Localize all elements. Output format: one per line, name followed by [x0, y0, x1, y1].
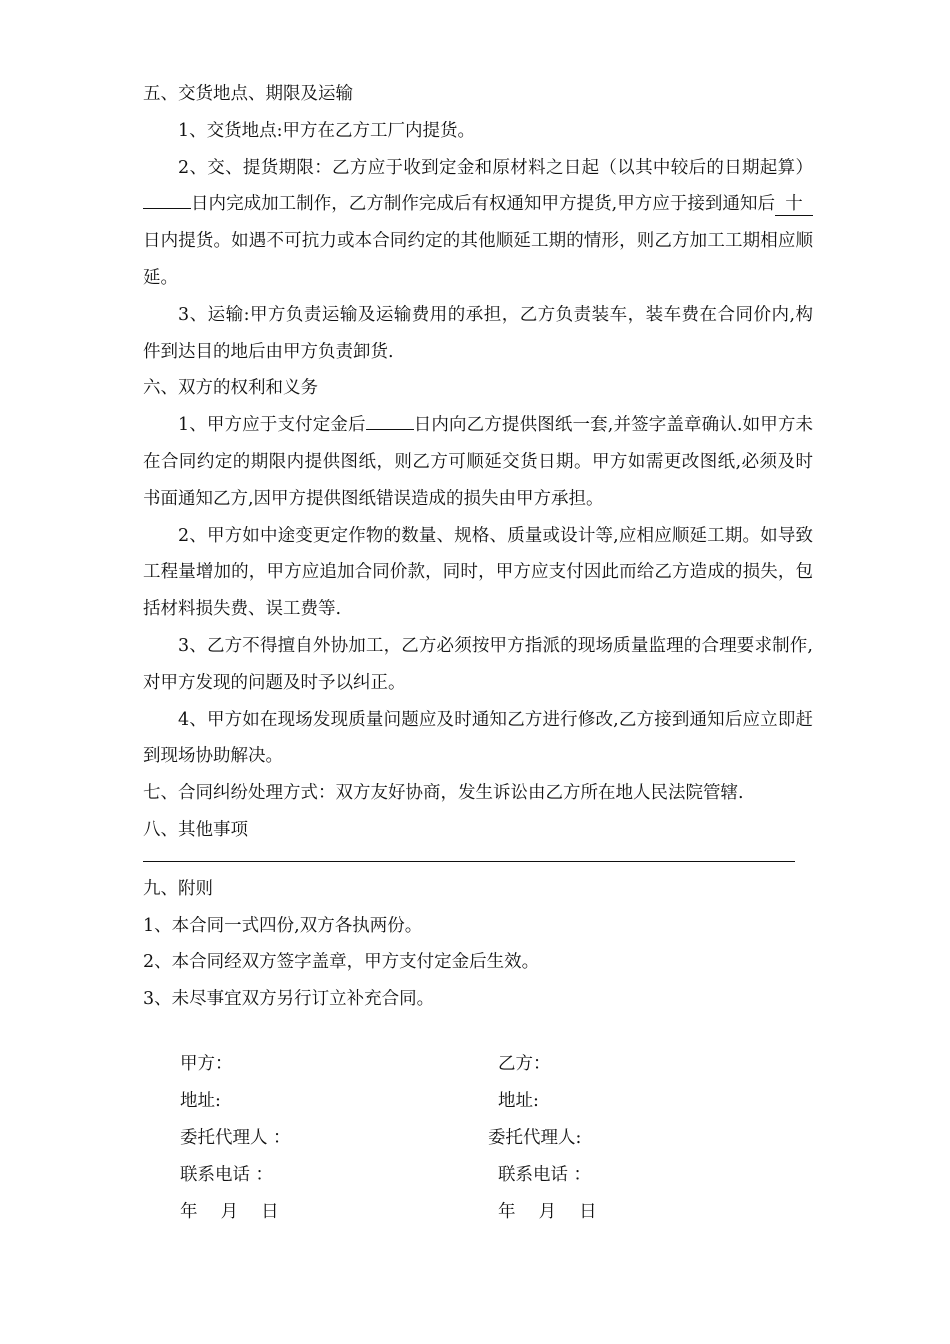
section-5-title: 五、交货地点、期限及运输	[143, 84, 353, 104]
section-6-item-1	[143, 407, 813, 517]
section-9-item-1: 1、本合同一式四份,双方各执两份。	[143, 915, 423, 936]
drawing-days-blank	[366, 429, 414, 430]
party-b-label: 乙方：	[498, 1054, 551, 1074]
section-7-title: 七、合同纠纷处理方式：双方友好协商，发生诉讼由乙方所在地人民法院管辖.	[143, 783, 744, 804]
party-b-phone-label: 联系电话 ：	[498, 1165, 592, 1185]
section-6-item-1-text-b: 日内向乙方提供图纸一套,并签字盖章确认.如甲方未在合同约定的期限内提供图纸，则乙方可顺延交货日期。甲方如需更改图纸,必须及时书面通知乙方,因甲方提供图纸错误造成的损失由甲方承担。	[143, 415, 813, 509]
party-b-agent-label: 委托代理人:	[488, 1128, 582, 1148]
party-a-label: 甲方：	[180, 1054, 233, 1074]
section-5-item-2	[143, 150, 813, 297]
section-6-title: 六、双方的权利和义务	[143, 378, 318, 399]
party-a-phone-label: 联系电话 ：	[180, 1165, 274, 1185]
section-5-item-2-text-a: 2、交、提货期限：乙方应于收到定金和原材料之日起（以其中较后的日期起算）	[178, 157, 813, 178]
party-a-address-label: 地址:	[180, 1091, 221, 1111]
section-8-title: 八、其他事项	[143, 819, 248, 840]
party-b-address-label: 地址:	[498, 1091, 539, 1111]
section-6-item-3: 3、乙方不得擅自外协加工，乙方必须按甲方指派的现场质量监理的合理要求制作,对甲方发现的问题及时予以纠正。	[143, 635, 813, 693]
section-9-title: 九、附则	[143, 878, 213, 899]
section-5-item-2-text-b: 日内完成加工制作，乙方制作完成后有权通知甲方提货,甲方应于接到通知后	[191, 194, 775, 215]
section-9-item-3: 3、未尽事宜双方另行订立补充合同。	[143, 989, 435, 1010]
delivery-days-blank	[143, 208, 191, 209]
party-b-date: 年 月 日	[498, 1202, 597, 1222]
signature-row-phone	[0, 1157, 950, 1194]
section-9-item-2: 2、本合同经双方签字盖章，甲方支付定金后生效。	[143, 952, 540, 973]
section-6-item-4: 4、甲方如在现场发现质量问题应及时通知乙方进行修改,乙方接到通知后应立即赶到现场协助解决。	[143, 709, 813, 767]
section-6-item-2: 2、甲方如中途变更定作物的数量、规格、质量或设计等,应相应顺延工期。如导致工程量增加的，甲方应追加合同价款，同时，甲方应支付因此而给乙方造成的损失，包括材料损失费、误工费等.	[143, 525, 813, 620]
section-6-item-1-text-a: 1、甲方应于支付定金后	[178, 415, 366, 436]
section-5-item-2-text-c: 日内提货。如遇不可抗力或本合同约定的其他顺延工期的情形，则乙方加工工期相应顺延。	[143, 231, 813, 288]
pickup-days-blank: 十	[775, 194, 813, 216]
party-a-date: 年 月 日	[180, 1202, 279, 1222]
section-5-item-3: 3、运输:甲方负责运输及运输费用的承担，乙方负责装车，装车费在合同价内,构件到达目的地后由甲方负责卸货.	[143, 304, 813, 362]
signature-row-agent	[0, 1120, 950, 1157]
party-a-agent-label: 委托代理人 ：	[180, 1128, 291, 1148]
contract-body	[143, 76, 813, 1018]
signature-block	[0, 1046, 950, 1231]
section-5-item-1: 1、交货地点:甲方在乙方工厂内提货。	[178, 120, 476, 141]
signature-row-party	[0, 1046, 950, 1083]
signature-row-address	[0, 1083, 950, 1120]
other-matters-blank-line	[143, 861, 795, 862]
signature-row-date	[0, 1194, 950, 1231]
